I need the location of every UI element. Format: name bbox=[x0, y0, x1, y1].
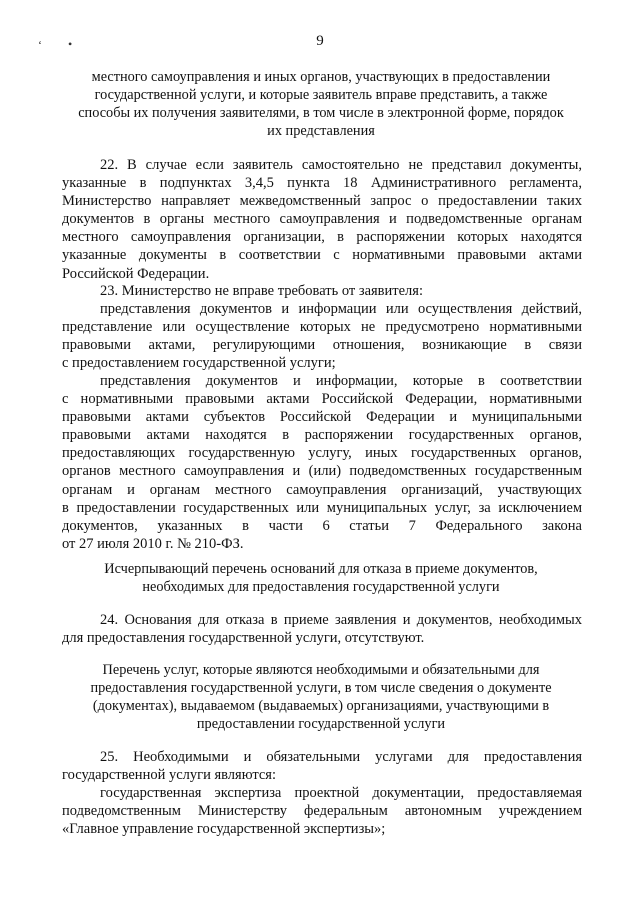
scan-mark: ‘ bbox=[38, 38, 42, 52]
page-number: 9 bbox=[316, 33, 324, 49]
paragraph-23: 23. Министерство не вправе требовать от заявителя: bbox=[100, 283, 423, 299]
scan-mark: • bbox=[68, 37, 73, 51]
paragraph-25: 25. Необходимыми и обязательными услугами для предоставления государственной услуги являются: bbox=[62, 749, 582, 784]
heading-documents-submission: местного самоуправления и иных органов, участвующих в предоставлении государственной услуги, и которые заявитель вправе представить, а также способы их получения заявителями, в том числе в электронной форме, порядок их представления bbox=[78, 69, 564, 139]
paragraph-24: 24. Основания для отказа в приеме заявления и документов, необходимых для предоставления государственной услуги, отсутствуют. bbox=[62, 612, 582, 647]
paragraph-22: 22. В случае если заявитель самостоятельно не представил документы, указанные в подпунктах 3,4,5 пункта 18 Административного регламента, Министерство направляет межведомственный запрос о предоставлении таких документов в органы местного самоуправления и подведомственные органам местного самоуправления организации, в распоряжении которых находятся указанные документы в соответствии с нормативными правовыми актами Российской Федерации. bbox=[62, 157, 582, 282]
paragraph-23-item-2: представления документов и информации, которые в соответствии с нормативными правовыми актами Российской Федерации, нормативными правовыми актами субъектов Российской Федерации и муниципальными правовыми актами находятся в распоряжении государственных органов, предоставляющих государственную услугу, иных государственных органов, органов местного самоуправления и (или) подведомственных государственным органам и органам местного самоуправления организаций, участвующих в предоставлении государственных или муниципальных услуг, за исключением документов, указанных в части 6 статьи 7 Федерального закона от 27 июля 2010 г. № 210-ФЗ. bbox=[62, 373, 582, 552]
paragraph-23-item-1: представления документов и информации или осуществления действий, представление или осуществление которых не предусмотрено нормативными правовыми актами, регулирующими отношения, возникающие в связи с предоставлением государственной услуги; bbox=[62, 301, 582, 372]
heading-refusal-grounds: Исчерпывающий перечень оснований для отказа в приеме документов, необходимых для предоставления государственной услуги bbox=[104, 561, 538, 595]
paragraph-25-item-1: государственная экспертиза проектной документации, предоставляемая подведомственным Министерству федеральным автономным учреждением «Главное управление государственной экспертизы»; bbox=[62, 785, 582, 838]
heading-required-services: Перечень услуг, которые являются необходимыми и обязательными для предоставления государственной услуги, в том числе сведения о документе (документах), выдаваемом (выдаваемых) организациями, участвующими в предоставлении государственной услуги bbox=[90, 662, 552, 732]
